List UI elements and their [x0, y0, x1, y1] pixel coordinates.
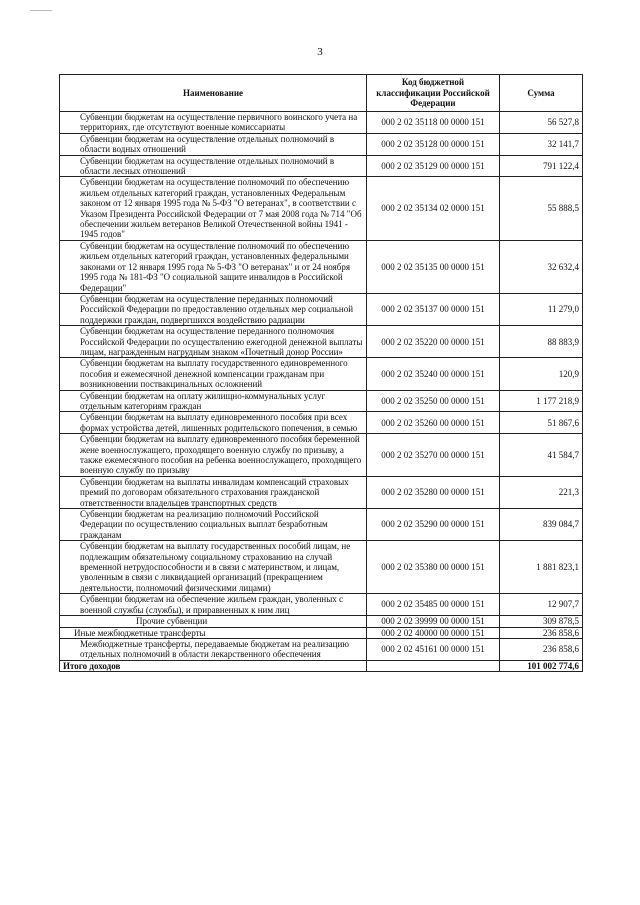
row-code: 000 2 02 35240 00 0000 151	[367, 358, 500, 390]
revenue-table	[59, 74, 583, 672]
row-code: 000 2 02 35137 00 0000 151	[367, 293, 500, 325]
row-code: 000 2 02 39999 00 0000 151	[367, 616, 500, 627]
table-row	[60, 112, 583, 134]
row-sum: 839 084,7	[500, 509, 583, 541]
row-name: Прочие субвенции	[60, 616, 367, 627]
header-sum: Сумма	[500, 75, 583, 112]
row-name: Субвенции бюджетам на осуществление отдельных полномочий в области лесных отношений	[60, 155, 367, 177]
header-code: Код бюджетной классификации Российской Федерации	[367, 75, 500, 112]
row-name: Субвенции бюджетам на осуществление полномочий по обеспечению жильем отдельных категорий граждан, установленных федеральными законами от 12 января 1995 года № 5-ФЗ "О ветеранах" и от 24 ноября 1995 года № 181-ФЗ "О социальной защите инвалидов в Российской Федерации"	[60, 240, 367, 293]
row-sum: 1 881 823,1	[500, 541, 583, 594]
table-row	[60, 541, 583, 594]
table-row	[60, 177, 583, 240]
row-sum: 309 878,5	[500, 616, 583, 627]
scan-mark	[30, 10, 52, 11]
header-name: Наименование	[60, 75, 367, 112]
row-name: Субвенции бюджетам на осуществление переданного полномочия Российской Федерации по осуществлению ежегодной денежной выплаты лицам, награжденным нагрудным знаком «Почетный донор России»	[60, 326, 367, 358]
table-row	[60, 155, 583, 177]
row-sum: 32 632,4	[500, 240, 583, 293]
row-name: Субвенции бюджетам на осуществление отдельных полномочий в области водных отношений	[60, 133, 367, 155]
page-number: 3	[317, 46, 323, 58]
row-sum: 101 002 774,6	[500, 660, 583, 671]
row-code: 000 2 02 35250 00 0000 151	[367, 390, 500, 412]
row-name: Субвенции бюджетам на выплату государственного единовременного пособия и ежемесячной денежной компенсации гражданам при возникновении поствакцинальных осложнений	[60, 358, 367, 390]
table-row	[60, 638, 583, 660]
table-row	[60, 434, 583, 477]
table-row	[60, 509, 583, 541]
row-sum: 1 177 218,9	[500, 390, 583, 412]
row-code: 000 2 02 35280 00 0000 151	[367, 476, 500, 508]
row-sum: 55 888,5	[500, 177, 583, 240]
table-header-row	[60, 75, 583, 112]
table-body	[60, 112, 583, 672]
table-row	[60, 390, 583, 412]
table-row	[60, 326, 583, 358]
row-sum: 236 858,6	[500, 638, 583, 660]
row-sum: 88 883,9	[500, 326, 583, 358]
table-row	[60, 616, 583, 627]
row-name: Субвенции бюджетам на оплату жилищно-коммунальных услуг отдельным категориям граждан	[60, 390, 367, 412]
revenue-table-container	[59, 74, 582, 672]
table-row	[60, 594, 583, 616]
table-row	[60, 358, 583, 390]
row-name: Субвенции бюджетам на выплату единовременного пособия беременной жене военнослужащего, проходящего военную службу по призыву, а также ежемесячного пособия на ребенка военнослужащего, проходящего военную службу по призыву	[60, 434, 367, 477]
row-name: Субвенции бюджетам на осуществление полномочий по обеспечению жильем отдельных категорий граждан, установленных Федеральным законом от 12 января 1995 года № 5-ФЗ "О ветеранах", в соответствии с Указом Президента Российской Федерации от 7 мая 2008 года № 714 "Об обеспечении жильем ветеранов Великой Отечественной войны 1941 - 1945 годов"	[60, 177, 367, 240]
row-name: Субвенции бюджетам на выплату единовременного пособия при всех формах устройства детей, лишенных родительского попечения, в семью	[60, 412, 367, 434]
row-name: Субвенции бюджетам на обеспечение жильем граждан, уволенных с военной службы (службы), и приравненных к ним лиц	[60, 594, 367, 616]
table-total-row	[60, 660, 583, 671]
row-code	[367, 660, 500, 671]
row-name: Межбюджетные трансферты, передаваемые бюджетам на реализацию отдельных полномочий в области лекарственного обеспечения	[60, 638, 367, 660]
row-sum: 221,3	[500, 476, 583, 508]
row-name: Иные межбюджетные трансферты	[60, 627, 367, 638]
row-code: 000 2 02 35220 00 0000 151	[367, 326, 500, 358]
row-code: 000 2 02 35290 00 0000 151	[367, 509, 500, 541]
row-sum: 11 279,0	[500, 293, 583, 325]
row-sum: 51 867,6	[500, 412, 583, 434]
row-code: 000 2 02 35270 00 0000 151	[367, 434, 500, 477]
row-name: Субвенции бюджетам на выплаты инвалидам компенсаций страховых премий по договорам обязательного страхования гражданской ответственности владельцев транспортных средств	[60, 476, 367, 508]
row-code: 000 2 02 35134 02 0000 151	[367, 177, 500, 240]
row-code: 000 2 02 35118 00 0000 151	[367, 112, 500, 134]
row-name: Субвенции бюджетам на реализацию полномочий Российской Федерации по осуществлению социальных выплат безработным гражданам	[60, 509, 367, 541]
table-row	[60, 293, 583, 325]
table-row	[60, 240, 583, 293]
row-sum: 236 858,6	[500, 627, 583, 638]
row-name: Итого доходов	[60, 660, 367, 671]
row-sum: 120,9	[500, 358, 583, 390]
row-code: 000 2 02 35260 00 0000 151	[367, 412, 500, 434]
table-row	[60, 133, 583, 155]
table-row	[60, 476, 583, 508]
row-sum: 12 907,7	[500, 594, 583, 616]
row-code: 000 2 02 35128 00 0000 151	[367, 133, 500, 155]
row-code: 000 2 02 35135 00 0000 151	[367, 240, 500, 293]
row-code: 000 2 02 35380 00 0000 151	[367, 541, 500, 594]
row-sum: 791 122,4	[500, 155, 583, 177]
row-sum: 32 141,7	[500, 133, 583, 155]
row-code: 000 2 02 35129 00 0000 151	[367, 155, 500, 177]
table-row	[60, 412, 583, 434]
row-code: 000 2 02 45161 00 0000 151	[367, 638, 500, 660]
row-name: Субвенции бюджетам на осуществление первичного воинского учета на территориях, где отсутствуют военные комиссариаты	[60, 112, 367, 134]
row-code: 000 2 02 40000 00 0000 151	[367, 627, 500, 638]
row-sum: 41 584,7	[500, 434, 583, 477]
row-code: 000 2 02 35485 00 0000 151	[367, 594, 500, 616]
table-row	[60, 627, 583, 638]
row-name: Субвенции бюджетам на осуществление переданных полномочий Российской Федерации по предоставлению отдельных мер социальной поддержки граждан, подвергшихся воздействию радиации	[60, 293, 367, 325]
row-sum: 56 527,8	[500, 112, 583, 134]
row-name: Субвенции бюджетам на выплату государственных пособий лицам, не подлежащим обязательному социальному страхованию на случай временной нетрудоспособности и в связи с материнством, и лицам, уволенным в связи с ликвидацией организаций (прекращением деятельности, полномочий физическими лицами)	[60, 541, 367, 594]
